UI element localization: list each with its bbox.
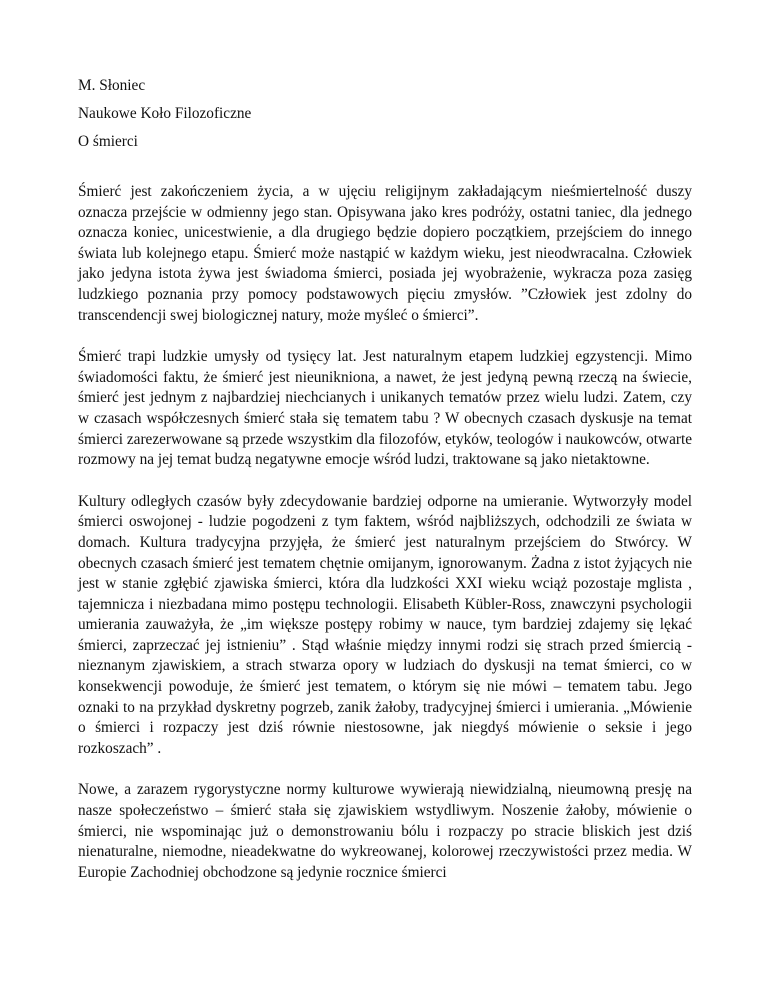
author-name: M. Słoniec	[78, 77, 146, 94]
document-page	[78, 76, 692, 904]
paragraph-1: Śmierć jest zakończeniem życia, a w ujęciu religijnym zakładającym nieśmiertelność duszy oznacza przejście w odmienny jego stan. Opisywana jako kres podróży, ostatni taniec, dla jednego oznacza koniec, unicestwienie, a dla drugiego będzie dopiero początkiem, przejściem do innego świata lub kolejnego etapu. Śmierć może nastąpić w każdym wieku, jest nieodwracalna. Człowiek jako jedyna istota żywa jest świadoma śmierci, posiada jej wyobrażenie, wykracza poza zasięg ludzkiego poznania przy pomocy podstawowych pięciu zmysłów. ”Człowiek jest zdolny do transcendencji swej biologicznej natury, może myśleć o śmierci”.	[78, 183, 692, 324]
document-title: O śmierci	[78, 133, 138, 150]
organization-name: Naukowe Koło Filozoficzne	[78, 105, 252, 122]
paragraph-2: Śmierć trapi ludzkie umysły od tysięcy lat. Jest naturalnym etapem ludzkiej egzystencji. Mimo świadomości faktu, że śmierć jest nieunikniona, a nawet, że jest jedyną pewną rzeczą na świecie, śmierć jest jednym z najbardziej niechcianych i unikanych tematów przez wielu ludzi. Zatem, czy w czasach współczesnych śmierć stała się tematem tabu ? W obecnych czasach dyskusje na temat śmierci zarezerwowane są przede wszystkim dla filozofów, etyków, teologów i naukowców, otwarte rozmowy na jej temat budzą negatywne emocje wśród ludzi, traktowane są jako nietaktowne.	[78, 348, 692, 469]
paragraph-3: Kultury odległych czasów były zdecydowanie bardziej odporne na umieranie. Wytworzyły model śmierci oswojonej - ludzie pogodzeni z tym faktem, wśród najbliższych, odchodzili ze świata w domach. Kultura tradycyjna przyjęła, że śmierć jest naturalnym przejściem do Stwórcy. W obecnych czasach śmierć jest tematem chętnie omijanym, ignorowanym. Żadna z istot żyjących nie jest w stanie zgłębić zjawiska śmierci, która dla ludzkości XXI wieku wciąż pozostaje mglista , tajemnicza i niezbadana mimo postępu technologii. Elisabeth Kübler-Ross, znawczyni psychologii umierania zauważyła, że „im większe postępy robimy w nauce, tym bardziej zdajemy się lękać śmierci, zaprzeczać jej istnieniu” . Stąd właśnie między innymi rodzi się strach przed śmiercią - nieznanym zjawiskiem, a strach stwarza opory w ludziach do dyskusji na temat śmierci, co w konsekwencji powoduje, że śmierć jest tematem, o którym się nie mówi – tematem tabu. Jego oznaki to na przykład dyskretny pogrzeb, zanik żałoby, tradycyjnej śmierci i umierania. „Mówienie o śmierci i rozpaczy jest dziś równie niestosowne, jak niegdyś mówienie o seksie i jego rozkoszach” .	[78, 492, 692, 757]
paragraph-4: Nowe, a zarazem rygorystyczne normy kulturowe wywierają niewidzialną, nieumowną presję na nasze społeczeństwo – śmierć stała się zjawiskiem wstydliwym. Noszenie żałoby, mówienie o śmierci, nie wspominając już o demonstrowaniu bólu i rozpaczy po stracie bliskich jest dziś nienaturalne, niemodne, nieadekwatne do wykreowanej, kolorowej rzeczywistości przez media. W Europie Zachodniej obchodzone są jedynie rocznice śmierci	[78, 781, 692, 881]
